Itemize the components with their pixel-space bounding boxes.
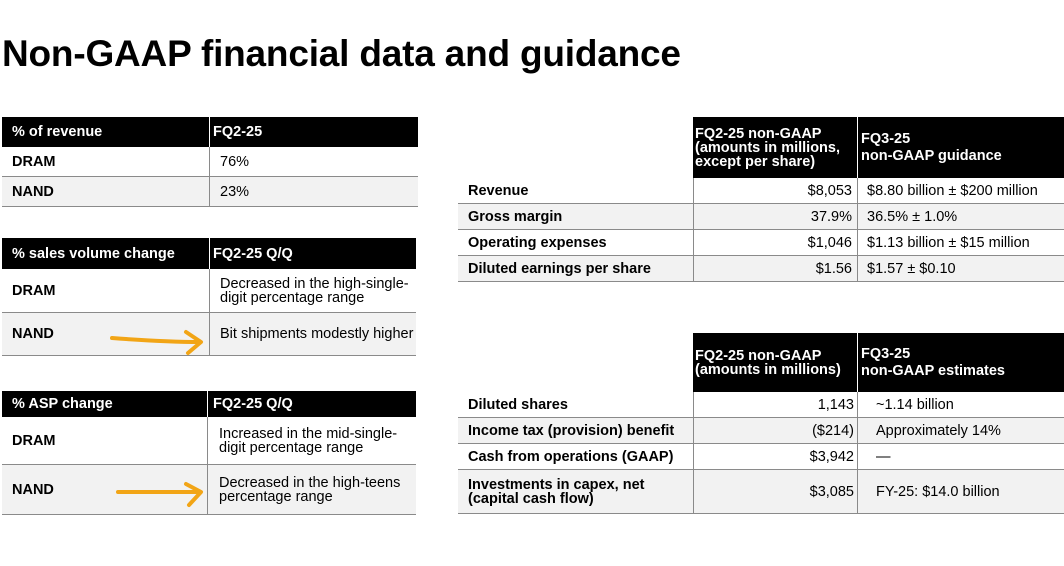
header-actual [693, 117, 857, 178]
header-period: FQ2-25 Q/Q [207, 391, 416, 417]
header-line: (amounts in millions) [695, 361, 841, 378]
row-guidance: $8.80 billion ± $200 million [857, 178, 1064, 203]
header-spacer [458, 333, 693, 392]
row-actual: ($214) [693, 418, 857, 443]
row-value-line: Increased in the mid-single- [219, 425, 398, 442]
table-header [458, 117, 1064, 178]
orange-arrow-icon [108, 328, 208, 356]
table-row [458, 178, 1064, 204]
header-label: % ASP change [12, 396, 113, 412]
row-label: Cash from operations (GAAP) [468, 448, 674, 465]
header-period: FQ2-25 [209, 117, 418, 147]
row-actual: 37.9% [693, 204, 857, 229]
table-row [458, 444, 1064, 470]
header-label: % of revenue [12, 124, 103, 140]
row-estimate: — [857, 444, 1064, 469]
table-row [458, 204, 1064, 230]
estimates-table [458, 333, 1064, 514]
table-row [2, 465, 416, 515]
row-label: Gross margin [468, 208, 563, 225]
row-actual: $1.56 [693, 256, 857, 281]
row-label: Revenue [468, 182, 529, 199]
header-line: FQ3-25 [861, 345, 911, 362]
row-label: Diluted earnings per share [468, 260, 651, 277]
row-guidance: $1.57 ± $0.10 [857, 256, 1064, 281]
row-label: NAND [12, 183, 54, 200]
header-line: non-GAAP guidance [861, 147, 1002, 164]
row-value-line: Decreased in the high-single- [220, 275, 409, 292]
row-actual: $1,046 [693, 230, 857, 255]
header-line: (amounts in millions, [695, 139, 841, 156]
header-spacer [458, 117, 693, 178]
row-label-line: Investments in capex, net [468, 476, 645, 493]
row-estimate: FY-25: $14.0 billion [857, 470, 1064, 513]
row-value [209, 269, 416, 312]
row-label: DRAM [12, 432, 56, 449]
row-value: Bit shipments modestly higher [209, 313, 416, 355]
row-label: NAND [12, 481, 54, 498]
row-label: Diluted shares [468, 396, 568, 413]
row-value-line: percentage range [219, 488, 333, 505]
row-value: 23% [209, 177, 418, 206]
table-header [2, 117, 418, 147]
table-row [458, 230, 1064, 256]
table-header [2, 391, 416, 417]
table-row [2, 147, 418, 177]
asp-change-table [2, 391, 416, 515]
table-header [458, 333, 1064, 392]
row-estimate: Approximately 14% [857, 418, 1064, 443]
row-label-line: (capital cash flow) [468, 490, 594, 507]
row-actual: $3,085 [693, 470, 857, 513]
header-estimates [857, 333, 1064, 392]
row-label: Operating expenses [468, 234, 607, 251]
row-value [207, 417, 416, 464]
row-label [458, 470, 693, 513]
row-actual: $3,942 [693, 444, 857, 469]
orange-arrow-icon [114, 481, 208, 509]
row-value: 76% [209, 147, 418, 176]
table-row [2, 177, 418, 207]
row-actual: $8,053 [693, 178, 857, 203]
header-line: FQ2-25 non-GAAP [695, 125, 822, 142]
header-line: non-GAAP estimates [861, 362, 1005, 379]
table-row [2, 417, 416, 465]
row-actual: 1,143 [693, 392, 857, 417]
header-line: except per share) [695, 153, 816, 170]
row-label: DRAM [12, 153, 56, 170]
header-guidance [857, 117, 1064, 178]
table-header [2, 238, 416, 269]
header-label: % sales volume change [12, 245, 175, 262]
row-value-line: digit percentage range [219, 439, 364, 456]
volume-change-table [2, 238, 416, 356]
row-estimate: ~1.14 billion [857, 392, 1064, 417]
row-value-line: digit percentage range [220, 289, 365, 306]
table-row [458, 418, 1064, 444]
table-row [2, 269, 416, 313]
row-guidance: $1.13 billion ± $15 million [857, 230, 1064, 255]
header-period: FQ2-25 Q/Q [209, 238, 416, 269]
page-title: Non-GAAP financial data and guidance [2, 33, 681, 74]
header-line: FQ3-25 [861, 130, 911, 147]
table-row [458, 470, 1064, 514]
row-label: NAND [12, 326, 54, 342]
guidance-table [458, 117, 1064, 282]
header-line: FQ2-25 non-GAAP [695, 347, 822, 364]
table-row [458, 392, 1064, 418]
header-actual [693, 333, 857, 392]
table-row [458, 256, 1064, 282]
table-row [2, 313, 416, 356]
revenue-mix-table [2, 117, 418, 207]
row-value-line: Decreased in the high-teens [219, 474, 401, 491]
row-label: DRAM [12, 282, 56, 299]
row-label: Income tax (provision) benefit [468, 422, 675, 439]
row-value [207, 465, 416, 514]
row-guidance: 36.5% ± 1.0% [857, 204, 1064, 229]
